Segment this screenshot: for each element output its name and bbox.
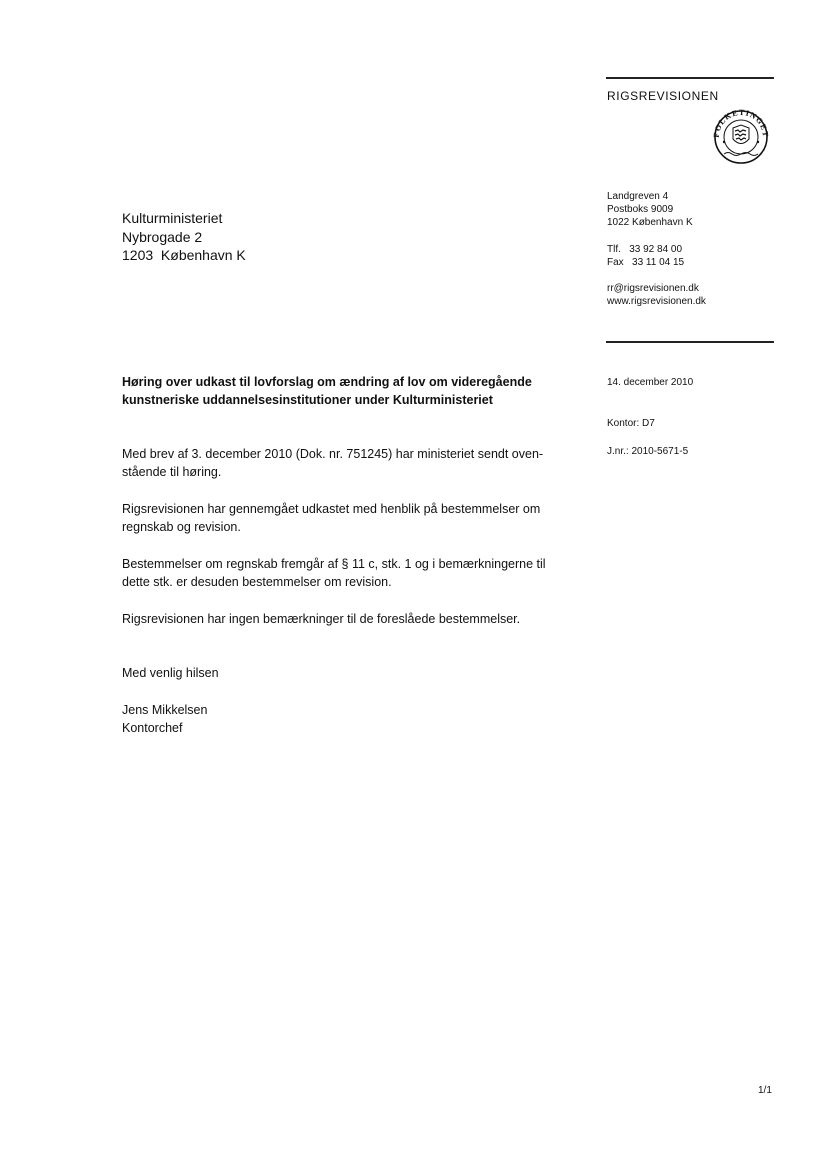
sender-city: 1022 København K: [607, 217, 693, 228]
sender-online: [607, 282, 706, 308]
sender-pobox: Postboks 9009: [607, 204, 674, 215]
paragraph-3: [122, 555, 592, 591]
sender-web[interactable]: www.rigsrevisionen.dk: [607, 296, 706, 307]
recipient-address: [122, 209, 246, 265]
signature-block: [122, 701, 592, 737]
subject-line: kunstneriske uddannelsesinstitutioner under Kulturministeriet: [122, 393, 493, 407]
signer-title: Kontorchef: [122, 721, 183, 735]
paragraph-line: Bestemmelser om regnskab fremgår af § 11 c, stk. 1 og i bemærkningerne til: [122, 557, 546, 571]
letter-subject: [122, 373, 592, 409]
paragraph-line: Rigsrevisionen har gennemgået udkastet med henblik på bestemmelser om: [122, 502, 541, 516]
svg-text:FOLKETINGET: [712, 108, 770, 138]
closing: Med venlig hilsen: [122, 666, 219, 680]
sender-email[interactable]: rr@rigsrevisionen.dk: [607, 283, 699, 294]
sender-phone: Tlf. 33 92 84 00: [607, 244, 683, 255]
paragraph-line: dette stk. er desuden bestemmelser om revision.: [122, 575, 392, 589]
seal-text: FOLKETINGET: [711, 107, 771, 139]
paragraph-2: [122, 500, 592, 536]
folketinget-seal-icon: [706, 106, 776, 164]
sender-fax: Fax 33 11 04 15: [607, 257, 685, 268]
top-rule: [606, 77, 774, 79]
paragraph-line: Med brev af 3. december 2010 (Dok. nr. 751245) har ministeriet sendt oven-: [122, 447, 544, 461]
recipient-street: Nybrogade 2: [122, 228, 203, 245]
paragraph-line: regnskab og revision.: [122, 520, 241, 534]
recipient-name: Kulturministeriet: [122, 210, 223, 226]
letter-date: 14. december 2010: [607, 377, 694, 388]
letter-reference: J.nr.: 2010-5671-5: [607, 446, 689, 457]
subject-line: Høring over udkast til lovforslag om ændring af lov om videregående: [122, 375, 532, 389]
paragraph-1: [122, 445, 592, 481]
sender-street: Landgreven 4: [607, 191, 669, 202]
middle-rule: [606, 341, 774, 343]
org-name: RIGSREVISIONEN: [607, 89, 719, 103]
signer-name: Jens Mikkelsen: [122, 703, 208, 717]
letter-office: Kontor: D7: [607, 418, 655, 429]
page-number: 1/1: [758, 1085, 772, 1096]
paragraph-4: Rigsrevisionen har ingen bemærkninger til de foreslåede bestemmelser.: [122, 612, 521, 626]
paragraph-line: stående til høring.: [122, 465, 222, 479]
sender-address: [607, 190, 693, 229]
recipient-city: 1203 København K: [122, 247, 246, 263]
sender-contact: [607, 243, 684, 269]
